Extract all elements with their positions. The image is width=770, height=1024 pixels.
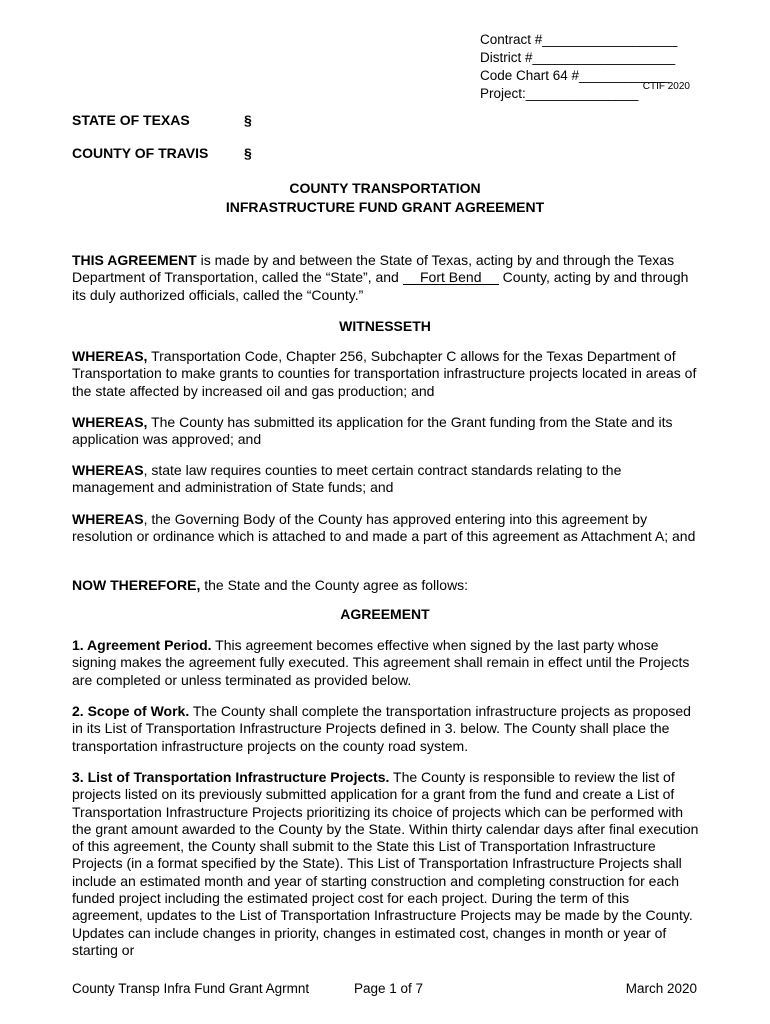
whereas-lead: WHEREAS, [72, 414, 148, 430]
footer-date: March 2020 [625, 981, 697, 996]
state-of-texas-label: STATE OF TEXAS [72, 112, 190, 128]
county-of-travis-label: COUNTY OF TRAVIS [72, 145, 209, 161]
state-of-texas-row [72, 112, 252, 128]
whereas-text: , the Governing Body of the County has approved entering into this agreement by resolution or ordinance which is attached to and made a part of this agreement as Attachment A; and [72, 511, 696, 545]
county-of-travis-row [72, 145, 252, 161]
intro-paragraph [72, 252, 702, 304]
whereas-paragraph [72, 348, 702, 400]
witnesseth-heading: WITNESSETH [339, 318, 431, 334]
footer-page-number: Page 1 of 7 [354, 981, 424, 996]
whereas-lead: WHEREAS [72, 511, 144, 527]
section-symbol: § [244, 145, 252, 161]
whereas-lead: WHEREAS, [72, 348, 148, 364]
whereas-lead: WHEREAS [72, 462, 144, 478]
whereas-paragraph [72, 414, 702, 449]
now-therefore-lead: NOW THEREFORE, [72, 577, 201, 593]
project-line: Project:_______________ [480, 86, 639, 101]
document-title-line2: INFRASTRUCTURE FUND GRANT AGREEMENT [225, 199, 545, 215]
intro-lead: THIS AGREEMENT [72, 252, 197, 268]
section-symbol: § [244, 112, 252, 128]
section-agreement-period [72, 637, 702, 689]
whereas-paragraph [72, 511, 702, 546]
section-text: The County shall complete the transportation infrastructure projects as proposed in its List of Transportation Infrastructure Projects defined in 3. below. The County shall place the transportation infrastructure projects on the county road system. [72, 703, 691, 754]
whereas-paragraph [72, 462, 702, 497]
now-therefore-text: the State and the County agree as follows: [200, 577, 469, 593]
whereas-text: , state law requires counties to meet certain contract standards relating to the management and administration of State funds; and [72, 462, 622, 496]
footer-document-name: County Transp Infra Fund Grant Agrmnt [72, 981, 310, 996]
intro-text-1: is made by and between the State of Texas, acting by and through the Texas Department of Transportation, called the “State”, and [72, 252, 675, 286]
section-lead: 3. List of Transportation Infrastructure Projects. [72, 769, 390, 785]
ctif-label: CTIF 2020 [642, 81, 690, 92]
section-text: This agreement becomes effective when signed by the last party whose signing makes the agreement fully executed. This agreement shall remain in effect until the Projects are completed or unless terminated as provided below. [72, 637, 690, 688]
section-lead: 1. Agreement Period. [72, 637, 212, 653]
whereas-text: The County has submitted its application for the Grant funding from the State and its application was approved; and [72, 414, 673, 448]
now-therefore-paragraph [72, 577, 702, 594]
county-name-field: Fort Bend [403, 270, 499, 285]
intro-text-2: County, acting by and through its duly authorized officials, called the “County.” [72, 269, 689, 303]
contract-info-block [480, 31, 695, 103]
document-title-line1: COUNTY TRANSPORTATION [289, 180, 481, 196]
section-list-of-projects [72, 769, 702, 959]
code-chart-line: Code Chart 64 #____________ [480, 68, 670, 83]
section-lead: 2. Scope of Work. [72, 703, 190, 719]
agreement-heading: AGREEMENT [340, 606, 430, 622]
section-scope-of-work [72, 703, 702, 755]
contract-number-line: Contract #__________________ [480, 32, 678, 47]
section-text: The County is responsible to review the list of projects listed on its previously submitted application for a grant from the fund and create a List of Transportation Infrastructure Projects prioritizing its choice of projects which can be performed with the grant amount awarded to the County by the State. Within thirty calendar days after final execution of this agreement, the County shall submit to the State this List of Transportation Infrastructure Projects (in a format specified by the State). This List of Transportation Infrastructure Projects shall include an estimated month and year of starting construction and completing construction for each funded project including the estimated project cost for each project. During the term of this agreement, updates to the List of Transportation Infrastructure Projects may be made by the County. Updates can include changes in priority, changes in estimated cost, changes in month or year of starting or [72, 769, 699, 958]
district-number-line: District #___________________ [480, 50, 676, 65]
whereas-text: Transportation Code, Chapter 256, Subchapter C allows for the Texas Department of Transportation to make grants to counties for transportation infrastructure projects located in areas of the state affected by increased oil and gas production; and [72, 348, 697, 399]
